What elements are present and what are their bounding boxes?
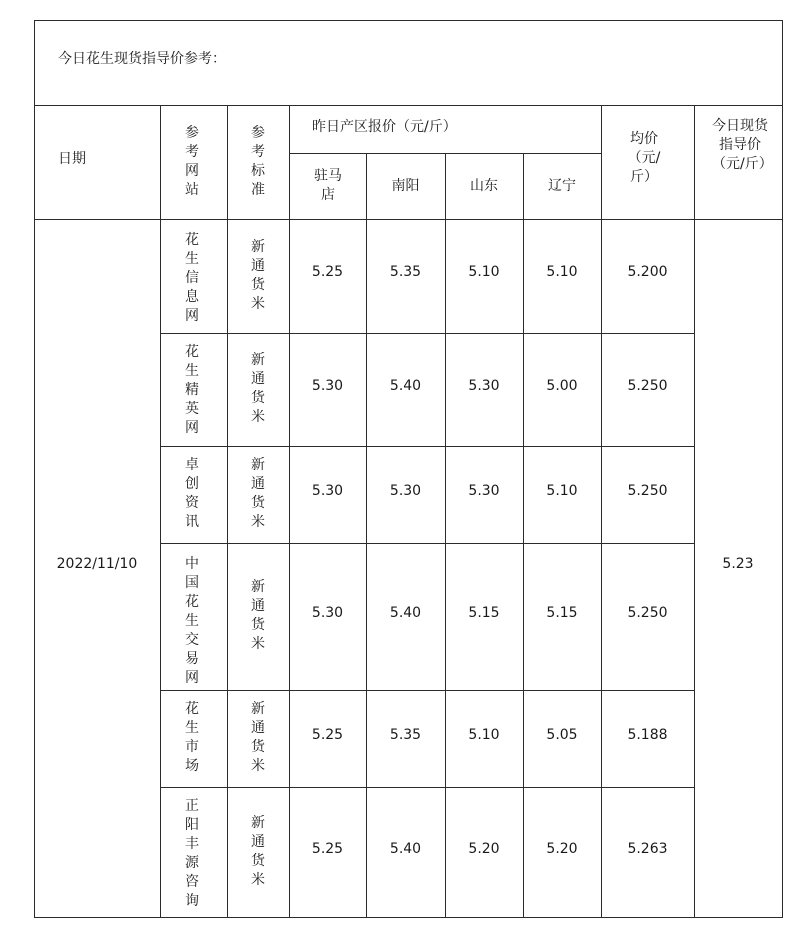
site-cell: 花生精英网 <box>185 344 199 436</box>
table-title: 今日花生现货指导价参考： <box>58 51 226 67</box>
price-zhumadian: 5.30 <box>311 605 344 621</box>
price-shandong: 5.20 <box>468 841 500 857</box>
price-zhumadian: 5.30 <box>311 483 344 499</box>
price-liaoning: 5.00 <box>546 378 578 394</box>
standard-cell: 新通货米 <box>251 457 265 530</box>
header-region-liaoning: 辽宁 <box>548 178 576 194</box>
row-divider <box>160 690 694 691</box>
standard-cell: 新通货米 <box>251 701 265 774</box>
row-divider <box>160 543 694 544</box>
standard-cell: 新通货米 <box>251 352 265 425</box>
price-average: 5.200 <box>627 264 668 280</box>
site-cell: 中国花生交易网 <box>185 556 199 686</box>
header-region-zhumadian: 驻马店 <box>314 168 342 203</box>
price-liaoning: 5.10 <box>546 264 578 280</box>
col-divider <box>227 105 228 918</box>
standard-cell: 新通货米 <box>251 239 265 312</box>
standard-cell: 新通货米 <box>251 579 265 652</box>
price-zhumadian: 5.30 <box>311 378 344 394</box>
price-shandong: 5.30 <box>468 378 500 394</box>
price-average: 5.250 <box>627 378 668 394</box>
price-liaoning: 5.05 <box>546 727 578 743</box>
header-date: 日期 <box>58 151 86 167</box>
row-divider <box>160 333 694 334</box>
col-divider <box>289 105 290 918</box>
price-average: 5.188 <box>627 727 668 743</box>
price-shandong: 5.30 <box>468 483 500 499</box>
header-divider <box>34 219 783 220</box>
table-border-right <box>782 20 783 918</box>
price-liaoning: 5.15 <box>546 605 578 621</box>
price-zhumadian: 5.25 <box>311 727 344 743</box>
standard-cell: 新通货米 <box>251 815 265 888</box>
header-average: 均价（元/斤） <box>627 131 661 185</box>
header-region-shandong: 山东 <box>470 178 498 194</box>
price-shandong: 5.10 <box>468 727 500 743</box>
price-average: 5.250 <box>627 483 668 499</box>
row-divider <box>160 446 694 447</box>
table-border-top <box>34 20 783 21</box>
price-nanyang: 5.30 <box>389 483 422 499</box>
price-shandong: 5.15 <box>468 605 500 621</box>
price-nanyang: 5.40 <box>389 605 422 621</box>
price-liaoning: 5.10 <box>546 483 578 499</box>
table-border-bottom <box>34 917 783 918</box>
header-guide-price: 今日现货指导价（元/斤） <box>712 118 773 172</box>
date-cell: 2022/11/10 <box>56 556 138 572</box>
col-divider <box>694 105 695 918</box>
site-cell: 卓创资讯 <box>185 457 199 530</box>
site-cell: 花生信息网 <box>185 232 199 324</box>
price-nanyang: 5.35 <box>389 727 422 743</box>
price-shandong: 5.10 <box>468 264 500 280</box>
row-divider <box>160 787 694 788</box>
price-nanyang: 5.40 <box>389 841 422 857</box>
header-region-nanyang: 南阳 <box>391 178 420 194</box>
header-standard: 参考标准 <box>251 125 265 198</box>
price-zhumadian: 5.25 <box>311 841 344 857</box>
guide-price-cell: 5.23 <box>722 556 754 572</box>
price-zhumadian: 5.25 <box>311 264 344 280</box>
price-nanyang: 5.40 <box>389 378 422 394</box>
header-region-group: 昨日产区报价（元/斤） <box>312 119 457 135</box>
site-cell: 正阳丰源咨询 <box>185 798 199 909</box>
header-site: 参考网站 <box>185 125 199 198</box>
col-divider <box>160 105 161 918</box>
table-border-left <box>34 20 35 918</box>
title-divider <box>34 105 783 106</box>
price-liaoning: 5.20 <box>546 841 578 857</box>
site-cell: 花生市场 <box>185 701 199 774</box>
price-nanyang: 5.35 <box>389 264 422 280</box>
price-average: 5.263 <box>627 841 668 857</box>
price-average: 5.250 <box>627 605 668 621</box>
col-divider <box>601 105 602 918</box>
